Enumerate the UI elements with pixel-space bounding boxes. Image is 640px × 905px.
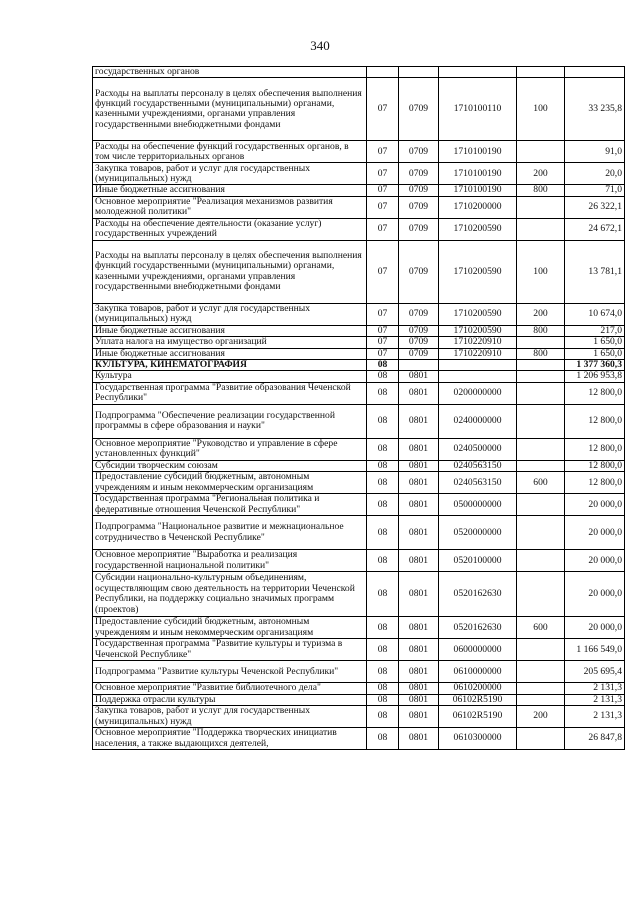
row-subsection-cell: 0801 bbox=[399, 460, 439, 471]
row-expense-type-cell: 800 bbox=[517, 348, 565, 359]
row-subsection-cell: 0709 bbox=[399, 218, 439, 240]
row-target-article-cell: 1710200590 bbox=[439, 240, 517, 303]
table-row bbox=[93, 572, 625, 617]
row-amount-cell: 2 131,3 bbox=[565, 683, 625, 694]
row-amount-cell: 217,0 bbox=[565, 325, 625, 336]
row-expense-type-cell: 200 bbox=[517, 706, 565, 728]
row-amount-cell: 205 695,4 bbox=[565, 661, 625, 683]
row-subsection-cell: 0801 bbox=[399, 728, 439, 750]
row-target-article-cell: 0520000000 bbox=[439, 516, 517, 550]
table-row bbox=[93, 67, 625, 78]
row-section-cell: 07 bbox=[367, 78, 399, 141]
row-expense-type-cell bbox=[517, 494, 565, 516]
row-target-article-cell: 1710200590 bbox=[439, 303, 517, 325]
row-name-cell: Иные бюджетные ассигнования bbox=[93, 348, 367, 359]
row-amount-cell: 26 322,1 bbox=[565, 196, 625, 218]
row-amount-cell: 2 131,3 bbox=[565, 694, 625, 705]
row-target-article-cell: 0240563150 bbox=[439, 460, 517, 471]
row-target-article-cell: 0500000000 bbox=[439, 494, 517, 516]
budget-table bbox=[92, 66, 625, 750]
table-row bbox=[93, 706, 625, 728]
row-target-article-cell: 0610200000 bbox=[439, 683, 517, 694]
row-subsection-cell: 0801 bbox=[399, 639, 439, 661]
row-target-article-cell bbox=[439, 360, 517, 371]
row-amount-cell bbox=[565, 67, 625, 78]
row-target-article-cell: 0240563150 bbox=[439, 472, 517, 494]
row-expense-type-cell: 800 bbox=[517, 325, 565, 336]
row-target-article-cell: 0610000000 bbox=[439, 661, 517, 683]
row-name-cell: Государственная программа "Региональная политика и федеративные отношения Чеченской Республики" bbox=[93, 494, 367, 516]
row-name-cell: Расходы на выплаты персоналу в целях обеспечения выполнения функций государственными (муниципальными) органами, казенными учреждениями, органами управления государственными внебюджетными фондами bbox=[93, 240, 367, 303]
row-expense-type-cell bbox=[517, 67, 565, 78]
table-row bbox=[93, 337, 625, 348]
row-section-cell: 07 bbox=[367, 185, 399, 196]
row-name-cell: Государственная программа "Развитие образования Чеченской Республики" bbox=[93, 382, 367, 404]
row-name-cell: Поддержка отрасли культуры bbox=[93, 694, 367, 705]
row-expense-type-cell bbox=[517, 360, 565, 371]
row-expense-type-cell bbox=[517, 516, 565, 550]
row-expense-type-cell bbox=[517, 661, 565, 683]
row-name-cell: Предоставление субсидий бюджетным, автономным учреждениям и иным некоммерческим организациям bbox=[93, 472, 367, 494]
row-amount-cell: 12 800,0 bbox=[565, 472, 625, 494]
row-expense-type-cell bbox=[517, 572, 565, 617]
row-section-cell: 08 bbox=[367, 494, 399, 516]
row-section-cell: 08 bbox=[367, 472, 399, 494]
row-name-cell: Иные бюджетные ассигнования bbox=[93, 185, 367, 196]
row-expense-type-cell: 600 bbox=[517, 617, 565, 639]
table-row bbox=[93, 163, 625, 185]
row-subsection-cell: 0801 bbox=[399, 683, 439, 694]
row-expense-type-cell bbox=[517, 141, 565, 163]
row-subsection-cell: 0801 bbox=[399, 572, 439, 617]
row-target-article-cell: 1710200000 bbox=[439, 196, 517, 218]
row-name-cell: Государственная программа "Развитие культуры и туризма в Чеченской Республике" bbox=[93, 639, 367, 661]
row-subsection-cell: 0801 bbox=[399, 706, 439, 728]
row-expense-type-cell bbox=[517, 460, 565, 471]
row-amount-cell: 12 800,0 bbox=[565, 460, 625, 471]
row-name-cell: Иные бюджетные ассигнования bbox=[93, 325, 367, 336]
row-name-cell: Основное мероприятие "Реализация механизмов развития молодежной политики" bbox=[93, 196, 367, 218]
row-name-cell: Уплата налога на имущество организаций bbox=[93, 337, 367, 348]
row-subsection-cell: 0801 bbox=[399, 382, 439, 404]
row-section-cell: 08 bbox=[367, 438, 399, 460]
table-row bbox=[93, 325, 625, 336]
row-name-cell: Основное мероприятие "Выработка и реализация государственной национальной политики" bbox=[93, 550, 367, 572]
row-section-cell: 08 bbox=[367, 371, 399, 382]
row-section-cell: 07 bbox=[367, 163, 399, 185]
row-amount-cell: 12 800,0 bbox=[565, 438, 625, 460]
row-subsection-cell: 0709 bbox=[399, 78, 439, 141]
row-target-article-cell bbox=[439, 67, 517, 78]
row-expense-type-cell: 800 bbox=[517, 185, 565, 196]
row-section-cell: 07 bbox=[367, 303, 399, 325]
row-target-article-cell: 0240000000 bbox=[439, 404, 517, 438]
row-amount-cell: 20 000,0 bbox=[565, 572, 625, 617]
row-section-cell: 08 bbox=[367, 683, 399, 694]
row-expense-type-cell bbox=[517, 218, 565, 240]
row-amount-cell: 1 206 953,8 bbox=[565, 371, 625, 382]
row-section-cell: 08 bbox=[367, 694, 399, 705]
table-row bbox=[93, 185, 625, 196]
row-amount-cell: 1 166 549,0 bbox=[565, 639, 625, 661]
row-section-cell: 07 bbox=[367, 218, 399, 240]
row-section-cell bbox=[367, 67, 399, 78]
row-name-cell: Основное мероприятие "Поддержка творческих инициатив населения, а также выдающихся деятелей, bbox=[93, 728, 367, 750]
row-target-article-cell: 1710220910 bbox=[439, 348, 517, 359]
table-row bbox=[93, 494, 625, 516]
row-subsection-cell: 0801 bbox=[399, 494, 439, 516]
table-row bbox=[93, 303, 625, 325]
row-target-article-cell: 1710200590 bbox=[439, 325, 517, 336]
row-target-article-cell: 0610300000 bbox=[439, 728, 517, 750]
row-subsection-cell: 0801 bbox=[399, 438, 439, 460]
row-subsection-cell: 0709 bbox=[399, 303, 439, 325]
row-name-cell: Расходы на обеспечение функций государственных органов, в том числе территориальных органов bbox=[93, 141, 367, 163]
row-name-cell: Закупка товаров, работ и услуг для государственных (муниципальных) нужд bbox=[93, 706, 367, 728]
row-name-cell: Подпрограмма "Обеспечение реализации государственной программы в сфере образования и науки" bbox=[93, 404, 367, 438]
row-section-cell: 08 bbox=[367, 661, 399, 683]
row-subsection-cell: 0709 bbox=[399, 163, 439, 185]
row-amount-cell: 24 672,1 bbox=[565, 218, 625, 240]
row-amount-cell: 20,0 bbox=[565, 163, 625, 185]
row-amount-cell: 71,0 bbox=[565, 185, 625, 196]
row-section-cell: 07 bbox=[367, 141, 399, 163]
table-row bbox=[93, 141, 625, 163]
row-expense-type-cell bbox=[517, 382, 565, 404]
table-row bbox=[93, 516, 625, 550]
row-target-article-cell: 0520100000 bbox=[439, 550, 517, 572]
row-subsection-cell: 0801 bbox=[399, 516, 439, 550]
table-row bbox=[93, 196, 625, 218]
row-name-cell: Подпрограмма "Национальное развитие и межнациональное сотрудничество в Чеченской Республике" bbox=[93, 516, 367, 550]
row-amount-cell: 1 377 360,3 bbox=[565, 360, 625, 371]
table-row bbox=[93, 360, 625, 371]
row-subsection-cell: 0801 bbox=[399, 472, 439, 494]
row-target-article-cell: 0520162630 bbox=[439, 572, 517, 617]
row-expense-type-cell bbox=[517, 438, 565, 460]
row-amount-cell: 10 674,0 bbox=[565, 303, 625, 325]
row-amount-cell: 33 235,8 bbox=[565, 78, 625, 141]
row-target-article-cell: 1710100190 bbox=[439, 141, 517, 163]
row-section-cell: 08 bbox=[367, 728, 399, 750]
row-target-article-cell: 0240500000 bbox=[439, 438, 517, 460]
row-expense-type-cell bbox=[517, 196, 565, 218]
table-row bbox=[93, 240, 625, 303]
table-row bbox=[93, 639, 625, 661]
row-name-cell: Закупка товаров, работ и услуг для государственных (муниципальных) нужд bbox=[93, 303, 367, 325]
row-subsection-cell: 0709 bbox=[399, 325, 439, 336]
row-section-cell: 07 bbox=[367, 240, 399, 303]
row-amount-cell: 12 800,0 bbox=[565, 404, 625, 438]
row-expense-type-cell bbox=[517, 371, 565, 382]
row-name-cell: Основное мероприятие "Руководство и управление в сфере установленных функций" bbox=[93, 438, 367, 460]
row-section-cell: 07 bbox=[367, 348, 399, 359]
table-row bbox=[93, 382, 625, 404]
row-expense-type-cell bbox=[517, 728, 565, 750]
table-row bbox=[93, 550, 625, 572]
row-target-article-cell: 0520162630 bbox=[439, 617, 517, 639]
table-row bbox=[93, 694, 625, 705]
row-amount-cell: 12 800,0 bbox=[565, 382, 625, 404]
row-subsection-cell: 0801 bbox=[399, 617, 439, 639]
row-section-cell: 08 bbox=[367, 460, 399, 471]
row-expense-type-cell: 200 bbox=[517, 303, 565, 325]
row-amount-cell: 91,0 bbox=[565, 141, 625, 163]
row-amount-cell: 20 000,0 bbox=[565, 494, 625, 516]
row-section-cell: 08 bbox=[367, 516, 399, 550]
row-expense-type-cell bbox=[517, 337, 565, 348]
row-name-cell: Закупка товаров, работ и услуг для государственных (муниципальных) нужд bbox=[93, 163, 367, 185]
table-row bbox=[93, 728, 625, 750]
row-section-cell: 07 bbox=[367, 337, 399, 348]
row-section-cell: 08 bbox=[367, 382, 399, 404]
row-name-cell: КУЛЬТУРА, КИНЕМАТОГРАФИЯ bbox=[93, 360, 367, 371]
row-target-article-cell: 1710100190 bbox=[439, 185, 517, 196]
row-section-cell: 08 bbox=[367, 639, 399, 661]
row-subsection-cell: 0709 bbox=[399, 240, 439, 303]
row-expense-type-cell bbox=[517, 404, 565, 438]
table-row bbox=[93, 661, 625, 683]
row-amount-cell: 26 847,8 bbox=[565, 728, 625, 750]
row-subsection-cell: 0801 bbox=[399, 661, 439, 683]
row-subsection-cell: 0709 bbox=[399, 337, 439, 348]
row-name-cell: Субсидии творческим союзам bbox=[93, 460, 367, 471]
row-target-article-cell: 1710220910 bbox=[439, 337, 517, 348]
row-name-cell: Расходы на выплаты персоналу в целях обеспечения выполнения функций государственными (муниципальными) органами, казенными учреждениями, органами управления государственными внебюджетными фондами bbox=[93, 78, 367, 141]
row-subsection-cell: 0801 bbox=[399, 550, 439, 572]
row-subsection-cell: 0801 bbox=[399, 404, 439, 438]
row-section-cell: 08 bbox=[367, 550, 399, 572]
row-expense-type-cell: 200 bbox=[517, 163, 565, 185]
row-subsection-cell bbox=[399, 360, 439, 371]
row-expense-type-cell bbox=[517, 694, 565, 705]
row-expense-type-cell: 600 bbox=[517, 472, 565, 494]
row-section-cell: 08 bbox=[367, 404, 399, 438]
table-row bbox=[93, 460, 625, 471]
table-row bbox=[93, 371, 625, 382]
row-section-cell: 08 bbox=[367, 572, 399, 617]
table-row bbox=[93, 78, 625, 141]
row-section-cell: 08 bbox=[367, 706, 399, 728]
row-target-article-cell: 1710100110 bbox=[439, 78, 517, 141]
row-name-cell: Расходы на обеспечение деятельности (оказание услуг) государственных учреждений bbox=[93, 218, 367, 240]
row-subsection-cell: 0709 bbox=[399, 141, 439, 163]
row-subsection-cell: 0801 bbox=[399, 694, 439, 705]
row-section-cell: 07 bbox=[367, 325, 399, 336]
row-target-article-cell: 0200000000 bbox=[439, 382, 517, 404]
row-section-cell: 08 bbox=[367, 360, 399, 371]
row-subsection-cell: 0709 bbox=[399, 196, 439, 218]
row-target-article-cell: 1710100190 bbox=[439, 163, 517, 185]
row-amount-cell: 2 131,3 bbox=[565, 706, 625, 728]
row-name-cell: Основное мероприятие "Развитие библиотечного дела" bbox=[93, 683, 367, 694]
row-target-article-cell: 06102R5190 bbox=[439, 706, 517, 728]
row-amount-cell: 20 000,0 bbox=[565, 516, 625, 550]
row-subsection-cell: 0709 bbox=[399, 348, 439, 359]
row-name-cell: Предоставление субсидий бюджетным, автономным учреждениям и иным некоммерческим организациям bbox=[93, 617, 367, 639]
row-target-article-cell: 0600000000 bbox=[439, 639, 517, 661]
row-subsection-cell: 0709 bbox=[399, 185, 439, 196]
row-expense-type-cell: 100 bbox=[517, 78, 565, 141]
row-subsection-cell bbox=[399, 67, 439, 78]
row-amount-cell: 1 650,0 bbox=[565, 337, 625, 348]
row-expense-type-cell bbox=[517, 639, 565, 661]
row-target-article-cell: 1710200590 bbox=[439, 218, 517, 240]
row-amount-cell: 13 781,1 bbox=[565, 240, 625, 303]
page-number: 340 bbox=[310, 38, 330, 53]
table-row bbox=[93, 438, 625, 460]
table-row bbox=[93, 472, 625, 494]
row-amount-cell: 20 000,0 bbox=[565, 550, 625, 572]
row-amount-cell: 1 650,0 bbox=[565, 348, 625, 359]
row-expense-type-cell: 100 bbox=[517, 240, 565, 303]
row-expense-type-cell bbox=[517, 683, 565, 694]
row-name-cell: Подпрограмма "Развитие культуры Чеченской Республики" bbox=[93, 661, 367, 683]
table-row bbox=[93, 218, 625, 240]
row-expense-type-cell bbox=[517, 550, 565, 572]
row-section-cell: 08 bbox=[367, 617, 399, 639]
row-section-cell: 07 bbox=[367, 196, 399, 218]
row-amount-cell: 20 000,0 bbox=[565, 617, 625, 639]
table-row bbox=[93, 348, 625, 359]
table-row bbox=[93, 617, 625, 639]
table-row bbox=[93, 683, 625, 694]
row-subsection-cell: 0801 bbox=[399, 371, 439, 382]
row-name-cell: государственных органов bbox=[93, 67, 367, 78]
row-name-cell: Культура bbox=[93, 371, 367, 382]
table-row bbox=[93, 404, 625, 438]
row-target-article-cell bbox=[439, 371, 517, 382]
row-target-article-cell: 06102R5190 bbox=[439, 694, 517, 705]
row-name-cell: Субсидии национально-культурным объединениям, осуществляющим свою деятельность на территории Чеченской Республики, на поддержку социально значимых программ (проектов) bbox=[93, 572, 367, 617]
